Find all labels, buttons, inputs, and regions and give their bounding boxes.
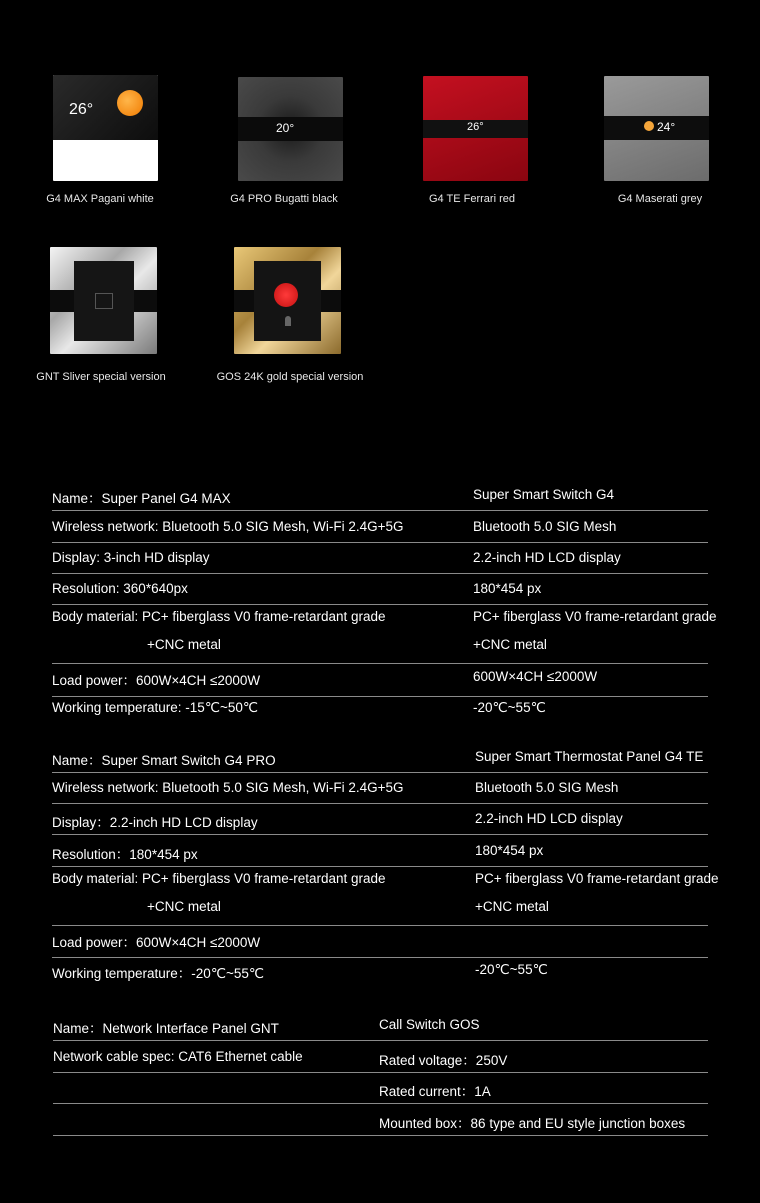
spec-right: -20℃~55℃ [475, 962, 548, 977]
screen-temperature: 26° [467, 121, 484, 133]
spec-right: Super Smart Thermostat Panel G4 TE [475, 749, 704, 764]
table-row [53, 1071, 708, 1104]
screen-temperature: 24° [657, 120, 676, 134]
product-caption: G4 MAX Pagani white [46, 193, 154, 205]
spec-left: Resolution：180*454 px [52, 847, 198, 862]
ethernet-port-icon [95, 293, 113, 309]
spec-left-line2: +CNC metal [147, 637, 221, 652]
spec-right: 2.2-inch HD LCD display [473, 550, 621, 565]
product-caption: G4 PRO Bugatti black [230, 193, 338, 205]
table-row [52, 696, 708, 728]
product-image-g4-pro [238, 77, 343, 181]
spec-right-line2: +CNC metal [475, 899, 549, 914]
spec-right: PC+ fiberglass V0 frame-retardant grade [475, 871, 719, 886]
spec-left: Working temperature: -15℃~50℃ [52, 700, 259, 715]
product-image-g4-max [53, 75, 158, 181]
screen-temperature: 26° [69, 101, 94, 118]
spec-left: Working temperature：-20℃~55℃ [52, 966, 265, 981]
spec-left: Wireless network: Bluetooth 5.0 SIG Mesh, Wi-Fi 2.4G+5G [52, 519, 404, 534]
spec-right-line2: +CNC metal [473, 637, 547, 652]
product-image-g4-te [423, 76, 528, 181]
spec-left: Name：Super Smart Switch G4 PRO [52, 753, 276, 768]
spec-right: 600W×4CH ≤2000W [473, 669, 598, 684]
spec-right: Bluetooth 5.0 SIG Mesh [475, 780, 619, 795]
table-row [52, 834, 708, 867]
spec-left-line2: +CNC metal [147, 899, 221, 914]
spec-left: Body material: PC+ fiberglass V0 frame-retardant grade [52, 871, 386, 886]
table-row [52, 740, 708, 773]
product-caption: G4 Maserati grey [617, 193, 703, 205]
product-image-g4-maserati [604, 76, 709, 181]
sun-icon [117, 90, 143, 116]
table-row [52, 510, 708, 543]
product-image-gos [234, 247, 341, 354]
product-image-gnt [50, 247, 157, 354]
spec-left: Load power：600W×4CH ≤2000W [52, 935, 261, 950]
table-row [52, 926, 708, 958]
spec-right: 2.2-inch HD LCD display [475, 811, 623, 826]
table-row [52, 478, 708, 511]
keyhole-icon [285, 316, 291, 326]
spec-right: 180*454 px [473, 581, 542, 596]
table-row [52, 771, 708, 804]
table-row [52, 867, 719, 926]
spec-left: Body material: PC+ fiberglass V0 frame-retardant grade [52, 609, 386, 624]
spec-left: Resolution: 360*640px [52, 581, 188, 596]
spec-right: Bluetooth 5.0 SIG Mesh [473, 519, 617, 534]
spec-left: Network cable spec: CAT6 Ethernet cable [53, 1049, 303, 1064]
product-caption: G4 TE Ferrari red [429, 193, 515, 205]
screen-temperature: 20° [276, 121, 295, 135]
spec-right: Rated current：1A [379, 1084, 491, 1099]
table-row [52, 958, 708, 990]
spec-right: Super Smart Switch G4 [473, 487, 615, 502]
product-caption: GNT Sliver special version [36, 371, 166, 383]
spec-left: Load power：600W×4CH ≤2000W [52, 673, 261, 688]
spec-left: Display：2.2-inch HD LCD display [52, 815, 258, 830]
table-row [52, 541, 708, 574]
spec-right: Mounted box：86 type and EU style junction boxes [379, 1116, 686, 1131]
table-row [52, 572, 708, 605]
table-row [52, 664, 708, 697]
spec-left: Wireless network: Bluetooth 5.0 SIG Mesh, Wi-Fi 2.4G+5G [52, 780, 404, 795]
sun-icon [644, 121, 654, 131]
product-caption: GOS 24K gold special version [216, 371, 364, 383]
spec-right: Call Switch GOS [379, 1017, 480, 1032]
spec-left: Name：Super Panel G4 MAX [52, 491, 231, 506]
call-button-icon [274, 283, 298, 307]
spec-right: -20℃~55℃ [473, 700, 546, 715]
table-row [53, 1040, 708, 1073]
spec-left: Name：Network Interface Panel GNT [53, 1021, 279, 1036]
spec-right: 180*454 px [475, 843, 544, 858]
table-row [53, 1008, 708, 1041]
spec-left: Display: 3-inch HD display [52, 550, 210, 565]
table-row [53, 1103, 708, 1136]
table-row [52, 605, 717, 664]
spec-right: Rated voltage：250V [379, 1053, 508, 1068]
table-row [52, 802, 708, 835]
spec-right: PC+ fiberglass V0 frame-retardant grade [473, 609, 717, 624]
